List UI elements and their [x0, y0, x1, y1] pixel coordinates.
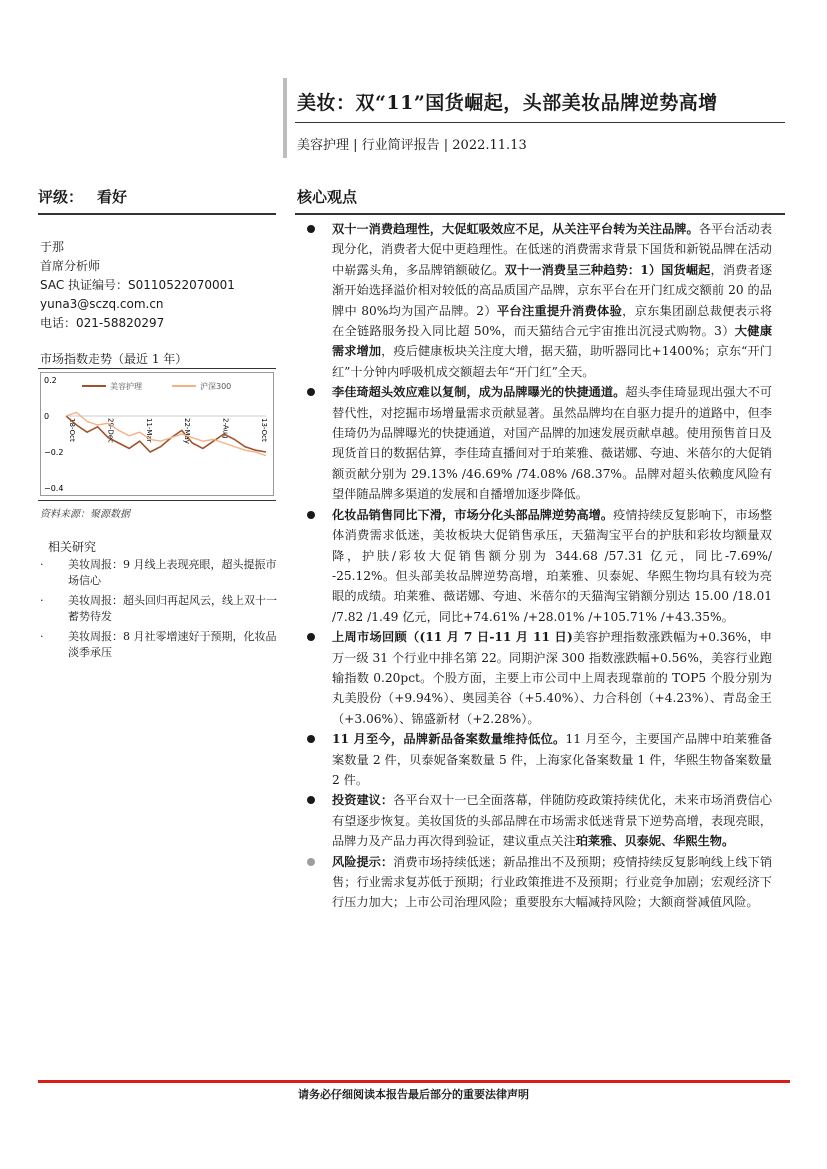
title-accent-bar [283, 78, 287, 158]
core-views-title: 核心观点 [297, 188, 358, 206]
x-tick-label: 18-Oct [68, 418, 76, 442]
point-text: 消费市场持续低迷；新品推出不及预期；疫情持续反复影响线上线下销售；行业需求复苏低于预期；行业政策推进不及预期；行业竞争加剧；宏观经济下行压力加大；上市公司治理风险；重要股东大幅减持风险；大额商誉减值风险。 [332, 854, 773, 910]
footer-divider [38, 1080, 790, 1083]
legal-disclaimer: 请务必仔细阅读本报告最后部分的重要法律声明 [298, 1088, 529, 1101]
core-points [307, 219, 772, 913]
rating-value: 看好 [97, 188, 128, 206]
point-text: 11 月至今，主要国产品牌中珀莱雅备案数量 2 件，贝泰妮备案数量 5 件，上海家化备案数量 1 件，华熙生物备案数量 2 件。 [332, 732, 773, 787]
point-heading: 双十一消费趋理性，大促虹吸效应不足，从关注平台转为关注品牌。 [332, 222, 699, 236]
legend-label: 美容护理 [110, 382, 142, 391]
x-tick-label: 13-Oct [260, 418, 268, 442]
report-title: 美妆：双“11”国货崛起，头部美妆品牌逆势高增 [297, 92, 718, 114]
point-sales [307, 505, 772, 627]
point-heading: 李佳琦超头效应难以复制，成为品牌曝光的快捷通道。 [332, 385, 626, 400]
chart-top-divider [38, 368, 276, 369]
point-text: 超头李佳琦显现出强大不可替代性，对挖掘市场增量需求贡献显著。虽然品牌均在自驱力提升的道路中，但李佳琦仍为品牌曝光的快捷通道，对国产品牌的加速发展贡献卓越。使用预售首日及现货首日的数据估算，李佳琦直播间对于珀莱雅、薇诺娜、夸迪、米蓓尔的大促销额贡献分别为 29.13% /46.69% /74.08% /68.37%。品牌对超头依赖度风险有望伴随品牌多渠道的发展和自播增加逐步降低。 [332, 385, 773, 502]
rating [38, 186, 127, 207]
related-item[interactable]: · 美妆周报：超头回归再起风云，线上双十一蓄势待发 [40, 593, 280, 625]
point-text: 美容护理指数涨跌幅为+0.36%，申万一级 31 个行业中排名第 22。同期沪深 300 指数涨跌幅+0.56%，美容行业跑输指数 0.20pct。个股方面，主要上市公司中上周表现靠前的 TOP5 个股分别为丸美股份（+9.94%）、奥园美谷（+5.40%）、力合科创（+4.23%）、青岛金王（+3.06%）、锦盛新材（+2.28%）。 [332, 630, 772, 726]
legend-label: 沪深300 [200, 382, 232, 391]
point-heading: 双十一消费呈三种趋势：1）国货崛起 [504, 262, 711, 277]
x-tick-label: 29-Dec [106, 418, 115, 443]
rating-divider [38, 213, 276, 215]
point-heading: 化妆品销售同比下滑，市场分化头部品牌逆势高增。 [332, 507, 614, 522]
point-text: ，消费者逐渐开始选择溢价相对较低的高品质国产品牌，京东平台在开门红成交额前 20 的品牌中 80%均为国产品牌。2） [332, 262, 773, 318]
related-research-title: 相关研究 [48, 540, 97, 554]
point-filings [307, 729, 772, 790]
chart-svg [40, 372, 274, 496]
point-text: 疫情持续反复影响下，市场整体消费需求低迷，美妆板块大促销售承压，天猫淘宝平台的护肤和彩妆均额量双降，护肤/彩妆大促销售额分别为 344.68 /57.31 亿元，同比-7.69%/ -25.12%。但头部美妆品牌逆势高增，珀莱雅、贝泰妮、华熙生物均具有较为亮眼的成绩。珀莱雅、薇诺娜、夸迪、米蓓尔的天猫淘宝销额分别达 15.00 /18.01 /7.82 /1.49 亿元，同比+74.61% /+28.01% /+105.71% /+43.35%。 [332, 507, 773, 624]
core-views-divider [295, 213, 785, 215]
related-research-list [40, 557, 280, 665]
point-text: 各平台活动表现分化，消费者大促中更趋理性。在低迷的消费需求背景下国货和新锐品牌在活动中崭露头角，多品牌销额破亿。 [332, 222, 773, 277]
y-tick-label: 0 [44, 412, 50, 421]
related-item[interactable]: · 美妆周报：8 月社零增速好于预期，化妆品淡季承压 [40, 629, 280, 661]
x-tick-label: 2-Aug [221, 418, 230, 439]
point-livestream [307, 382, 772, 504]
x-tick-label: 22-May [183, 418, 192, 444]
chart-source: 资料来源：聚源数据 [40, 509, 130, 520]
analyst-phone: 电话：021-58820297 [40, 316, 165, 330]
y-tick-label: 0.2 [44, 376, 57, 385]
point-text: ，京东集团副总裁便表示将在全链路服务投入同比超 50%，而天猫结合元宇宙推出沉浸式购物。3） [332, 303, 773, 339]
related-item[interactable]: · 美妆周报：9 月线上表现亮眼，超头提振市场信心 [40, 557, 280, 589]
point-heading: 投资建议： [332, 793, 394, 808]
analyst-info [40, 238, 235, 333]
point-consumer-trend [307, 219, 772, 382]
point-investment-advice [307, 790, 772, 851]
rating-label: 评级： [38, 188, 84, 206]
series-line-csi300 [66, 412, 266, 455]
point-text: 各平台双十一已全面落幕，伴随防疫政策持续优化，未来市场消费信心有望逐步恢复。美妆国货的头部品牌在市场需求低迷背景下逆势高增，表现亮眼，品牌力及产品力再次得到验证，建议重点关注 [332, 793, 773, 849]
point-heading: 大健康需求增加 [332, 324, 773, 359]
report-subtitle: 美容护理 | 行业简评报告 | 2022.11.13 [297, 138, 527, 153]
point-heading: 上周市场回顾（(11 月 7 日-11 月 11 日) [332, 630, 573, 645]
y-tick-label: −0.2 [44, 448, 64, 457]
point-heading: 平台注重提升消费体验 [496, 303, 623, 318]
analyst-sac: SAC 执证编号：S0110522070001 [40, 278, 235, 292]
point-risk [307, 852, 772, 913]
x-tick-label: 11-Mar [144, 418, 153, 443]
point-text: ，疫后健康板块关注度大增，据天猫，助听器同比+1400%；京东“开门红”十分钟内呼吸机成交额超去年“开门红”全天。 [332, 344, 772, 379]
analyst-email[interactable]: yuna3@sczq.com.cn [40, 297, 164, 311]
point-heading: 11 月至今，品牌新品备案数量维持低位。 [332, 732, 566, 747]
market-index-chart [40, 372, 274, 496]
point-heading: 风险提示： [332, 854, 394, 869]
chart-title: 市场指数走势（最近 1 年） [40, 352, 188, 366]
chart-bottom-divider [38, 500, 276, 501]
analyst-role: 首席分析师 [40, 259, 101, 273]
point-market-review [307, 627, 772, 729]
point-heading: 珀莱雅、贝泰妮、华熙生物。 [575, 834, 735, 849]
analyst-name: 于那 [40, 240, 65, 254]
title-divider [295, 122, 785, 123]
y-tick-label: −0.4 [44, 484, 64, 493]
